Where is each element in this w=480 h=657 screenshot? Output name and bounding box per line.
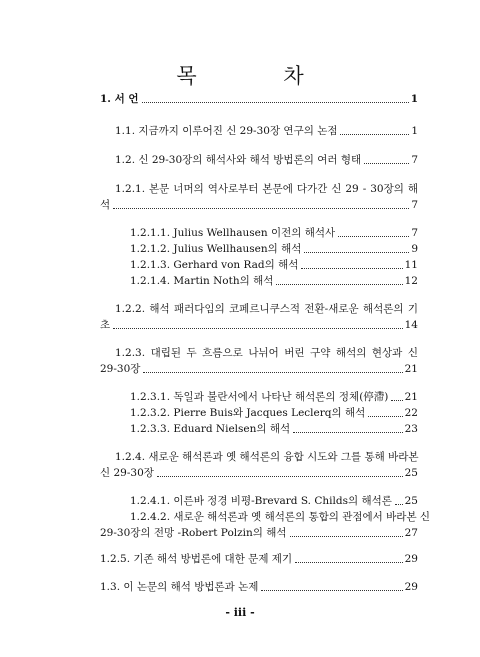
toc-entry[interactable] [130,390,418,404]
toc-entry[interactable] [130,258,418,272]
toc-label: 1.3. 이 논문의 해석 방법론과 논제 [100,581,259,593]
toc-page-number: 29 [404,581,418,593]
leader-dots [304,252,409,253]
toc-entry[interactable] [115,124,418,138]
toc-entry[interactable] [100,580,418,594]
toc-label: 1.2.4.1. 이른바 정경 비평-Brevard S. Childs의 해석론 [130,495,392,507]
toc-label: 1. 서 언 [100,93,139,105]
toc-page-number: 27 [404,527,418,539]
toc-label: 1.2.1.2. Julius Wellhausen의 해석 [130,243,302,255]
toc-label: 1.2.3.3. Eduard Nielsen의 해석 [130,423,291,435]
toc-page-number: 7 [411,199,418,211]
toc-entry[interactable] [130,494,418,508]
toc-page-number: 7 [411,227,418,239]
toc-entry[interactable] [100,318,418,332]
leader-dots [301,268,402,269]
toc-page-number: 29 [404,553,418,565]
leader-dots [157,476,403,477]
leader-dots [276,284,402,285]
leader-dots [143,372,402,373]
leader-dots [340,134,409,135]
toc-page-number: 25 [404,495,418,507]
toc-label: 1.2.5. 기존 해석 방법론에 대한 문제 제기 [100,553,293,565]
leader-dots [290,536,403,537]
toc-page-number: 23 [404,423,418,435]
toc-entry-line[interactable]: 1.2.4.2. 새로운 해석론과 옛 해석론의 통합의 관점에서 바라본 신 [130,511,431,523]
toc-entry[interactable] [130,226,418,240]
toc-label: 1.2.1.4. Martin Noth의 해석 [130,275,274,287]
toc-page-number: 21 [404,391,418,403]
toc-entry[interactable] [100,92,418,106]
leader-dots [113,208,409,209]
toc-label: 석 [100,199,111,211]
toc-entry-line[interactable]: 1.2.4. 새로운 해석론과 옛 해석론의 융합 시도와 그를 통해 바라본 [115,451,419,463]
toc-label: 29-30장의 전망 -Robert Polzin의 해석 [100,527,287,539]
toc-page-number: 25 [404,467,418,479]
toc-entry-line[interactable]: 1.2.2. 해석 패러다임의 코페르니쿠스적 전환-새로운 해석론의 기 [115,303,418,315]
toc-page-number: 12 [404,275,418,287]
toc-page-number: 1 [411,125,418,137]
toc-page-number: 9 [411,243,418,255]
toc-label: 1.2.3.2. Pierre Buis와 Jacques Leclerq의 해석 [130,407,366,419]
leader-dots [113,328,402,329]
toc-label: 1.2. 신 29-30장의 해석사와 해석 방법론의 여러 형태 [115,154,362,166]
toc-entry[interactable] [100,362,418,376]
page-title: 목 차 [176,64,344,88]
toc-label: 29-30장 [100,363,141,375]
leader-dots [261,590,402,591]
toc-entry[interactable] [130,242,418,256]
leader-dots [293,432,402,433]
toc-label: 1.2.1.3. Gerhard von Rad의 해석 [130,259,299,271]
toc-page-number: 11 [404,259,418,271]
toc-entry[interactable] [130,274,418,288]
leader-dots [368,416,402,417]
toc-entry[interactable] [100,198,418,212]
leader-dots [142,102,409,103]
toc-entry[interactable] [100,466,418,480]
toc-entry[interactable] [115,153,418,167]
toc-page-number: 22 [404,407,418,419]
leader-dots [338,236,409,237]
toc-label: 1.1. 지금까지 이루어진 신 29-30장 연구의 논점 [115,125,338,137]
toc-entry-line[interactable]: 1.2.3. 대립된 두 흐름으로 나뉘어 버린 구약 해석의 현상과 신 [115,347,418,359]
toc-label: 1.2.1.1. Julius Wellhausen 이전의 해석사 [130,227,336,239]
leader-dots [395,504,403,505]
toc-page-number: 14 [404,319,418,331]
leader-dots [391,400,402,401]
toc-entry[interactable] [130,406,418,420]
toc-entry-line[interactable]: 1.2.1. 본문 너머의 역사로부터 본문에 다가간 신 29 - 30장의 해 [115,183,418,195]
toc-label: 신 29-30장 [100,467,154,479]
toc-page-number: 1 [410,93,418,105]
leader-dots [364,163,409,164]
toc-page-number: 7 [411,154,418,166]
toc-entry[interactable] [130,422,418,436]
toc-label: 초 [100,319,111,331]
toc-page-number: 21 [404,363,418,375]
toc-entry[interactable] [100,552,418,566]
toc-entry[interactable] [100,526,418,540]
page-number-footer: - iii - [225,606,255,619]
toc-label: 1.2.3.1. 독일과 불란서에서 나타난 해석론의 정체(停滯) [130,391,389,403]
leader-dots [295,562,403,563]
